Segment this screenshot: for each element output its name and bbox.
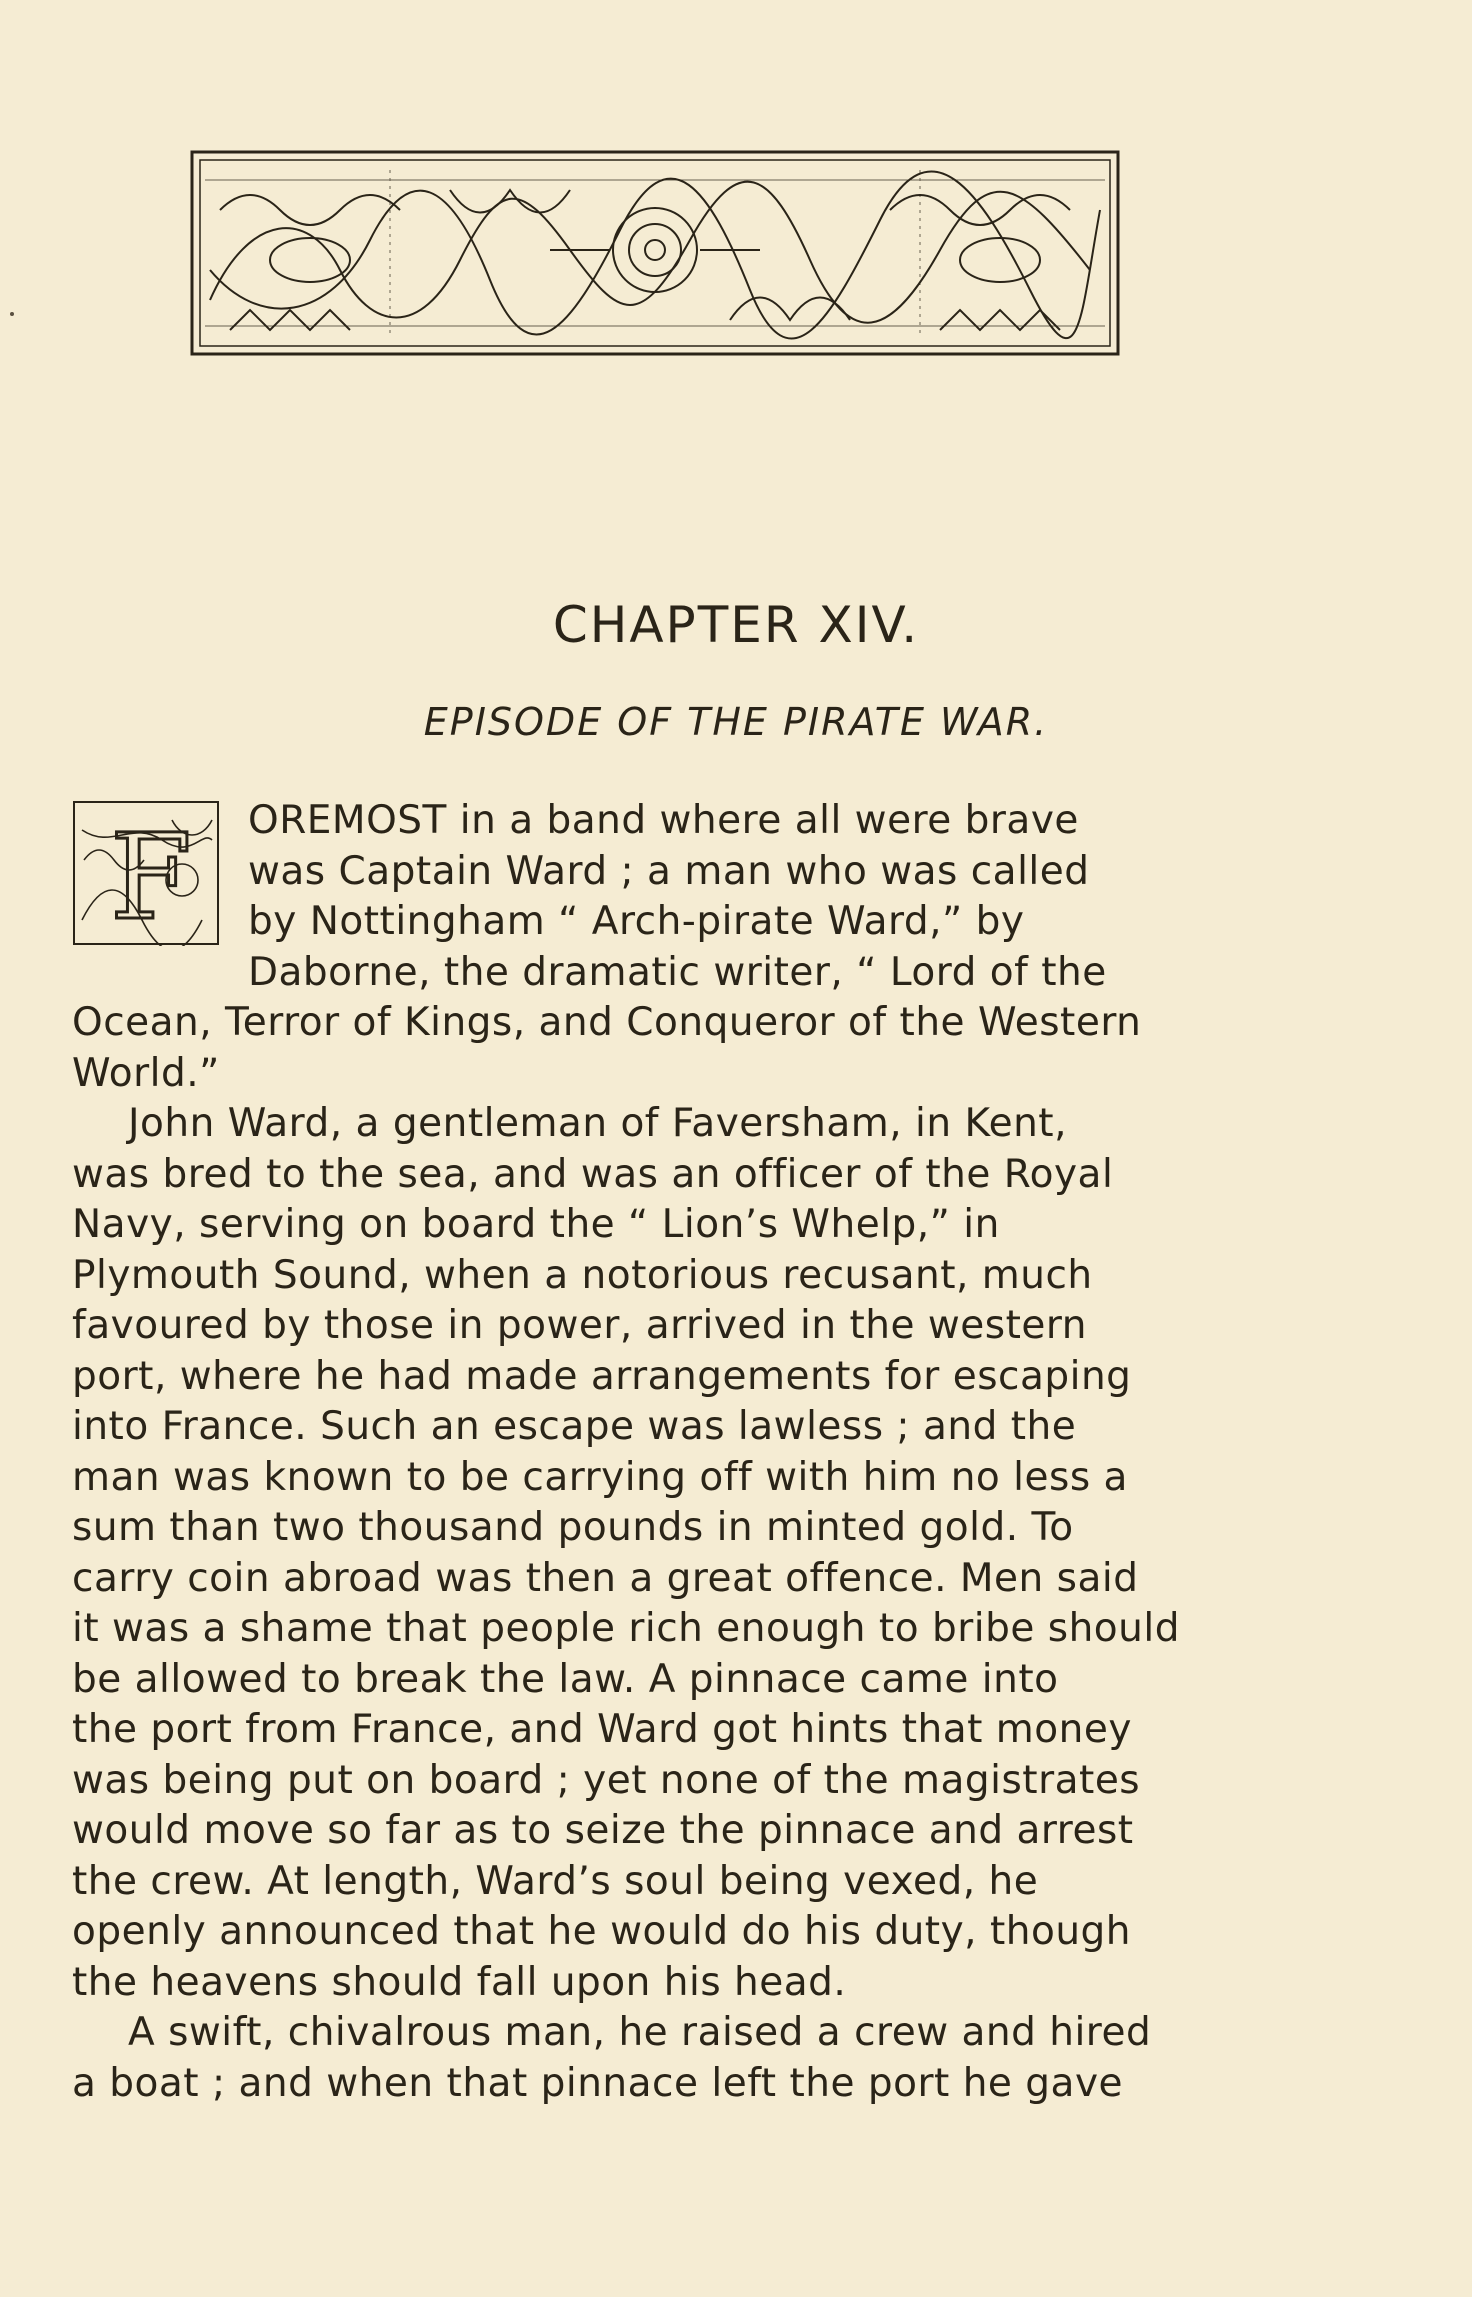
text-line: by Nottingham “ Arch-pirate Ward,” by [248,899,1025,944]
ornamental-dropcap [72,800,220,946]
text-line: port, where he had made arrangements for escaping [72,1353,1132,1399]
text-line: Plymouth Sound, when a notorious recusant, much [72,1252,1093,1298]
dropcap-letter: F [110,808,193,946]
engraved-headpiece-ornament [190,150,1120,356]
text-line: OREMOST in a band where all were brave [248,798,1079,843]
text-line: openly announced that he would do his duty, though [72,1909,1132,1954]
body-text [72,796,1237,2109]
text-line: A swift, chivalrous man, he raised a crew and hired [128,2010,1152,2055]
text-line: sum than two thousand pounds in minted gold. To [72,1505,1074,1550]
text-line: the crew. At length, Ward’s soul being vexed, he [72,1858,1039,1904]
text-line: Navy, serving on board the “ Lion’s Whelp,” in [72,1202,1000,1247]
text-line: a boat ; and when that pinnace left the port he gave [72,2060,1124,2106]
text-line: would move so far as to seize the pinnace and arrest [72,1808,1134,1853]
text-line: Ocean, Terror of Kings, and Conqueror of the Western [72,1000,1142,1045]
paragraph-1 [72,796,1237,1099]
paragraph-3 [72,2008,1237,2109]
text-line: favoured by those in power, arrived in the western [72,1303,1087,1348]
ink-speck [10,312,14,316]
text-line: the port from France, and Ward got hints that money [72,1707,1132,1752]
text-line: into France. Such an escape was lawless ; and the [72,1404,1077,1449]
text-line: carry coin abroad was then a great offence. Men said [72,1555,1139,1601]
text-line: John Ward, a gentleman of Faversham, in Kent, [128,1101,1067,1146]
text-line: man was known to be carrying off with him no less a [72,1454,1128,1500]
text-line: be allowed to break the law. A pinnace came into [72,1656,1059,1702]
text-line: Daborne, the dramatic writer, “ Lord of the [248,949,1107,995]
text-line: was bred to the sea, and was an officer of the Royal [72,1151,1114,1197]
chapter-title: CHAPTER XIV. [552,596,920,654]
text-line: the heavens should fall upon his head. [72,1959,847,2005]
text-line: World.” [72,1050,220,1096]
text-line: it was a shame that people rich enough to bribe should [72,1606,1180,1651]
text-line: was Captain Ward ; a man who was called [248,848,1090,894]
paragraph-2 [72,1099,1237,2008]
text-line: was being put on board ; yet none of the magistrates [72,1757,1141,1803]
chapter-subtitle: EPISODE OF THE PIRATE WAR. [423,700,1049,744]
